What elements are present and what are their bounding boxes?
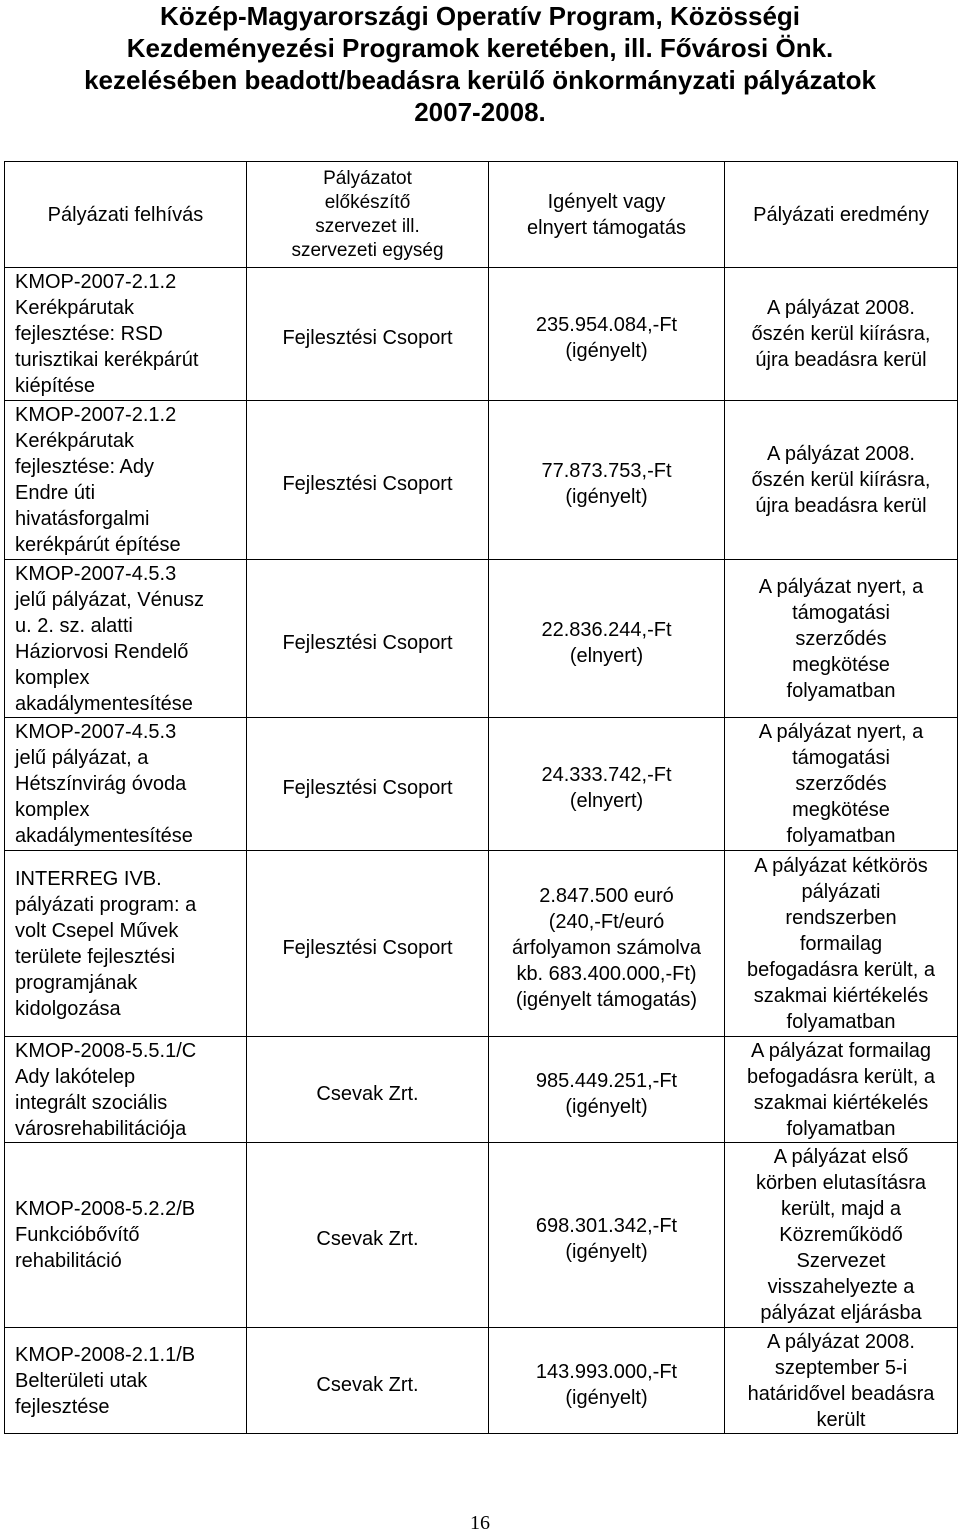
cell-line: (240,-Ft/euró [548, 910, 665, 933]
cell-line: szakmai kiértékelés [753, 984, 929, 1007]
cell-line: Ady lakótelep [15, 1065, 136, 1088]
organization-cell [247, 718, 489, 851]
call-cell [5, 718, 247, 851]
cell-line: A pályázat 2008. [767, 1330, 915, 1353]
amount-cell [489, 1328, 725, 1434]
cell-line: újra beadásra kerül [755, 495, 927, 517]
cell-line: Fejlesztési Csoport [282, 327, 453, 349]
cell-line: INTERREG IVB. [15, 867, 162, 890]
cell-line: 24.333.742,-Ft [541, 764, 672, 786]
cell-line: A pályázat 2008. [767, 443, 915, 465]
cell-line: kiépítése [15, 375, 96, 397]
cell-line: KMOP-2007-4.5.3 [15, 721, 177, 743]
cell-line: befogadásra került, a [747, 1065, 935, 1088]
call-cell [5, 851, 247, 1037]
table-row [5, 851, 958, 1037]
cell-line: KMOP-2007-4.5.3 [15, 562, 177, 585]
cell-line: Csevak Zrt. [316, 1082, 419, 1105]
cell-line: 985.449.251,-Ft [535, 1069, 678, 1092]
title-line: kezelésében beadott/beadásra kerülő önkormányzati pályázatok [84, 65, 876, 95]
cell-line: fejlesztése [15, 1395, 110, 1418]
cell-line: Fejlesztési Csoport [282, 631, 453, 654]
organization-cell [247, 1037, 489, 1143]
cell-line: Hétszínvirág óvoda [15, 773, 187, 795]
organization-cell [247, 560, 489, 718]
cell-line: 235.954.084,-Ft [535, 314, 678, 336]
cell-line: Funkcióbővítő [15, 1224, 140, 1246]
cell-line: újra beadásra kerül [755, 349, 927, 371]
cell-line: kerékpárút építése [15, 534, 181, 556]
organization-cell [247, 401, 489, 560]
cell-line: A pályázat első [773, 1146, 909, 1168]
cell-line: megkötése [792, 799, 890, 821]
cell-line: A pályázat formailag [750, 1039, 932, 1062]
cell-line: kb. 683.400.000,-Ft) [516, 962, 697, 985]
call-cell [5, 1143, 247, 1328]
amount-cell [489, 718, 725, 851]
cell-line: (igényelt támogatás) [515, 988, 698, 1011]
table-row [5, 268, 958, 401]
call-cell [5, 560, 247, 718]
cell-line: megkötése [792, 653, 890, 676]
cell-line: akadálymentesítése [15, 825, 193, 847]
table-row [5, 1037, 958, 1143]
cell-line: körben elutasításra [755, 1172, 927, 1194]
cell-line: u. 2. sz. alatti [15, 614, 133, 637]
result-cell [725, 1143, 958, 1328]
cell-line: szerződés [795, 627, 887, 650]
cell-line: 22.836.244,-Ft [541, 618, 672, 641]
result-cell [725, 718, 958, 851]
organization-cell [247, 1328, 489, 1434]
cell-line: (igényelt) [565, 1241, 648, 1263]
title-line: Kezdeményezési Programok keretében, ill. Fővárosi Önk. [126, 33, 834, 63]
result-cell [725, 268, 958, 401]
cell-line: befogadásra került, a [747, 958, 935, 981]
cell-line: pályázati [801, 880, 881, 903]
organization-cell [247, 1143, 489, 1328]
cell-line: 143.993.000,-Ft [535, 1360, 678, 1383]
cell-line: határidővel beadásra [747, 1382, 935, 1405]
cell-line: 698.301.342,-Ft [535, 1215, 678, 1237]
cell-line: városrehabilitációja [15, 1117, 187, 1140]
page-number: 16 [470, 1512, 490, 1534]
cell-line: A pályázat 2008. [767, 297, 915, 319]
title-line: 2007-2008. [414, 97, 546, 127]
cell-line: területe fejlesztési [15, 945, 176, 968]
cell-line: folyamatban [786, 1117, 896, 1140]
amount-cell [489, 268, 725, 401]
header-line: előkészítő [324, 191, 411, 213]
cell-line: formailag [799, 932, 883, 955]
cell-line: Fejlesztési Csoport [282, 777, 453, 799]
result-cell [725, 1328, 958, 1434]
cell-line: folyamatban [786, 679, 896, 702]
cell-line: hivatásforgalmi [15, 508, 150, 530]
cell-line: akadálymentesítése [15, 692, 193, 715]
cell-line: (igényelt) [565, 486, 648, 508]
table-row [5, 1143, 958, 1328]
cell-line: jelű pályázat, Vénusz [15, 588, 205, 611]
table-header-row [5, 162, 958, 268]
table-row [5, 560, 958, 718]
cell-line: kidolgozása [15, 997, 121, 1020]
table-row [5, 718, 958, 851]
cell-line: KMOP-2008-5.5.1/C [15, 1039, 197, 1062]
header-result [725, 162, 958, 268]
result-cell [725, 560, 958, 718]
cell-line: árfolyamon számolva [512, 936, 701, 959]
cell-line: KMOP-2007-2.1.2 [15, 271, 177, 293]
cell-line: KMOP-2008-2.1.1/B [15, 1343, 196, 1366]
cell-line: került [816, 1408, 866, 1431]
cell-line: turisztikai kerékpárút [15, 349, 199, 371]
call-cell [5, 1328, 247, 1434]
cell-line: A pályázat kétkörös [754, 854, 928, 877]
header-call [5, 162, 247, 268]
cell-line: pályázati program: a [15, 893, 197, 916]
header-line: Igényelt vagy [547, 190, 666, 213]
cell-line: 2.847.500 euró [539, 884, 674, 907]
result-cell [725, 1037, 958, 1143]
cell-line: programjának [15, 971, 138, 994]
cell-line: integrált szociális [15, 1091, 168, 1114]
cell-line: támogatási [792, 747, 890, 769]
cell-line: folyamatban [786, 1010, 896, 1033]
cell-line: Fejlesztési Csoport [282, 473, 453, 495]
cell-line: szakmai kiértékelés [753, 1091, 929, 1114]
organization-cell [247, 851, 489, 1037]
header-line: Pályázatot [323, 167, 412, 189]
cell-line: (igényelt) [565, 1095, 648, 1118]
cell-line: Csevak Zrt. [316, 1373, 419, 1396]
cell-line: Kerékpárutak [15, 297, 134, 319]
cell-line: pályázat eljárásba [760, 1302, 922, 1324]
cell-line: Fejlesztési Csoport [282, 936, 453, 959]
header-organization [247, 162, 489, 268]
cell-line: komplex [15, 799, 90, 821]
cell-line: volt Csepel Művek [15, 919, 179, 942]
cell-line: került, majd a [780, 1198, 902, 1220]
amount-cell [489, 1037, 725, 1143]
cell-line: KMOP-2007-2.1.2 [15, 404, 177, 426]
cell-line: (igényelt) [565, 1386, 648, 1409]
cell-line: 77.873.753,-Ft [541, 460, 672, 482]
cell-line: (igényelt) [565, 340, 648, 362]
table-row [5, 1328, 958, 1434]
header-line: elnyert támogatás [527, 216, 686, 239]
cell-line: KMOP-2008-5.2.2/B [15, 1198, 196, 1220]
cell-line: Háziorvosi Rendelő [15, 640, 189, 663]
cell-line: komplex [15, 666, 90, 689]
cell-line: Kerékpárutak [15, 430, 134, 452]
document-title [60, 0, 900, 128]
result-cell [725, 851, 958, 1037]
header-line: szervezeti egység [291, 239, 444, 261]
cell-line: Belterületi utak [15, 1369, 148, 1392]
cell-line: Szervezet [796, 1250, 886, 1272]
cell-line: (elnyert) [569, 644, 644, 667]
amount-cell [489, 560, 725, 718]
amount-cell [489, 851, 725, 1037]
title-line: Közép-Magyarországi Operatív Program, Közösségi [159, 1, 801, 31]
cell-line: Endre úti [15, 482, 96, 504]
amount-cell [489, 1143, 725, 1328]
cell-line: Közreműködő [779, 1224, 903, 1246]
call-cell [5, 401, 247, 560]
cell-line: A pályázat nyert, a [758, 575, 924, 598]
cell-line: őszén kerül kiírásra, [751, 323, 931, 345]
cell-line: fejlesztése: Ady [15, 456, 154, 478]
amount-cell [489, 401, 725, 560]
cell-line: jelű pályázat, a [15, 747, 149, 769]
cell-line: (elnyert) [569, 790, 644, 812]
cell-line: rehabilitáció [15, 1250, 122, 1272]
header-line: szervezet ill. [315, 215, 420, 237]
grants-table [4, 161, 958, 1434]
cell-line: visszahelyezte a [767, 1276, 915, 1298]
header-line: Pályázati felhívás [47, 203, 204, 226]
table-row [5, 401, 958, 560]
cell-line: rendszerben [785, 906, 897, 929]
cell-line: A pályázat nyert, a [758, 721, 924, 743]
header-line: Pályázati eredmény [753, 203, 929, 226]
call-cell [5, 268, 247, 401]
cell-line: szerződés [795, 773, 887, 795]
cell-line: Csevak Zrt. [316, 1228, 419, 1250]
call-cell [5, 1037, 247, 1143]
cell-line: folyamatban [786, 825, 896, 847]
header-amount [489, 162, 725, 268]
cell-line: szeptember 5-i [774, 1356, 908, 1379]
cell-line: őszén kerül kiírásra, [751, 469, 931, 491]
organization-cell [247, 268, 489, 401]
cell-line: fejlesztése: RSD [15, 323, 163, 345]
cell-line: támogatási [792, 601, 890, 624]
result-cell [725, 401, 958, 560]
